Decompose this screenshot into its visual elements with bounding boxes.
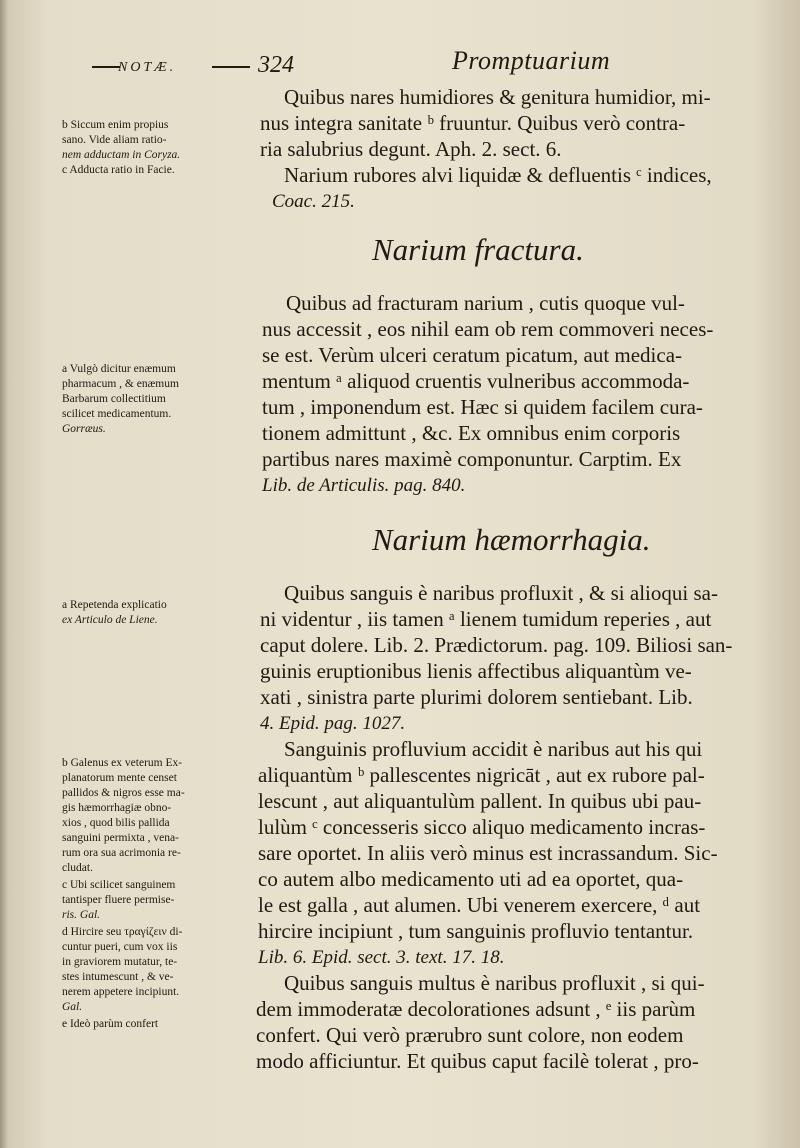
- margin-note: sano. Vide aliam ratio-: [62, 134, 167, 146]
- margin-note: rum ora sua acrimonia re-: [62, 847, 181, 859]
- margin-note: b Galenus ex veterum Ex-: [62, 757, 183, 769]
- margin-note: pallidos & nigros esse ma-: [62, 787, 185, 799]
- margin-note: Gal.: [62, 1001, 83, 1013]
- text-line: nus accessit , eos nihil eam ob rem commoveri neces-: [262, 317, 714, 341]
- margin-note: stes intumescunt , & ve-: [62, 971, 174, 983]
- margin-note: Barbarum collectitium: [62, 393, 166, 405]
- text-line: sare oportet. In aliis verò minus est incrassandum. Sic-: [258, 841, 718, 865]
- margin-note: ris. Gal.: [62, 909, 101, 921]
- text-line: Lib. de Articulis. pag. 840.: [262, 475, 466, 496]
- text-line: lescunt , aut aliquantulùm pallent. In quibus ubi pau-: [258, 789, 702, 813]
- text-line: lulùm ᶜ concesseris sicco aliquo medicamento incras-: [258, 815, 706, 839]
- text-line: tum , imponendum est. Hæc si quidem facilem cura-: [262, 395, 703, 419]
- margin-note: in graviorem mutatur, te-: [62, 956, 178, 968]
- margin-note: b Siccum enim propius: [62, 119, 169, 131]
- page-edge-shadow: [0, 0, 8, 1148]
- text-line: Coac. 215.: [272, 191, 355, 212]
- text-line: ria salubrius degunt. Aph. 2. sect. 6.: [260, 137, 562, 161]
- section-heading-fractura: Narium fractura.: [372, 232, 584, 267]
- text-line: tionem admittunt , &c. Ex omnibus enim corporis: [262, 421, 681, 445]
- text-line: Quibus sanguis multus è naribus profluxit , si qui-: [284, 971, 705, 995]
- margin-note: e Ideò parùm confert: [62, 1018, 159, 1030]
- margin-note: pharmacum , & enæmum: [62, 378, 179, 390]
- text-line: xati , sinistra parte plurimi dolorem sentiebant. Lib.: [260, 685, 693, 709]
- text-line: Sanguinis profluvium accidit è naribus aut his qui: [284, 737, 703, 761]
- text-line: dem immoderatæ decolorationes adsunt , ᵉ iis parùm: [256, 997, 696, 1021]
- text-line: 4. Epid. pag. 1027.: [260, 713, 406, 734]
- margin-note: c Ubi scilicet sanguinem: [62, 879, 176, 891]
- margin-note: planatorum mente censet: [62, 772, 177, 784]
- text-line: partibus nares maximè componuntur. Carptim. Ex: [262, 447, 682, 471]
- text-line: ni videntur , iis tamen ᵃ lienem tumidum reperies , aut: [260, 607, 712, 631]
- text-line: le est galla , aut alumen. Ubi venerem exercere, ᵈ aut: [258, 893, 701, 917]
- text-line: Lib. 6. Epid. sect. 3. text. 17. 18.: [258, 947, 505, 968]
- text-line: modo afficiuntur. Et quibus caput facilè tolerat , pro-: [256, 1049, 699, 1073]
- margin-note: ex Articulo de Liene.: [62, 614, 158, 626]
- margin-note: scilicet medicamentum.: [62, 408, 172, 420]
- margin-note: tantisper fluere permise-: [62, 894, 175, 906]
- running-head: Promptuarium: [452, 46, 611, 75]
- margin-note: cludat.: [62, 862, 93, 874]
- text-line: hircire incipiunt , tum sanguinis profluvio tentantur.: [258, 919, 694, 943]
- text-line: nus integra sanitate ᵇ fruuntur. Quibus verò contra-: [260, 111, 686, 135]
- section-heading-haemorrhagia: Narium hæmorrhagia.: [372, 522, 651, 557]
- header-rule-right: [212, 66, 250, 68]
- margin-note: a Repetenda explicatio: [62, 599, 167, 611]
- margin-note: nem adductam in Coryza.: [62, 149, 181, 161]
- text-line: Quibus ad fracturam narium , cutis quoque vul-: [286, 291, 685, 315]
- margin-note: Gorræus.: [62, 423, 106, 435]
- text-line: Narium rubores alvi liquidæ & defluentis ᶜ indices,: [284, 163, 712, 187]
- text-line: se est. Verùm ulceri ceratum picatum, aut medica-: [262, 343, 683, 367]
- margin-note: c Adducta ratio in Facie.: [62, 164, 175, 176]
- text-line: co autem albo medicamento uti ad ea oportet, qua-: [258, 867, 684, 891]
- margin-note: a Vulgò dicitur enæmum: [62, 363, 176, 375]
- text-line: Quibus sanguis è naribus profluxit , & si alioqui sa-: [284, 581, 718, 605]
- header-rule-left: [92, 66, 120, 68]
- text-line: caput dolere. Lib. 2. Prædictorum. pag. 109. Biliosi san-: [260, 633, 733, 657]
- text-line: guinis eruptionibus lienis affectibus aliquantùm ve-: [260, 659, 692, 683]
- text-line: aliquantùm ᵇ pallescentes nigricāt , aut ex rubore pal-: [258, 763, 705, 787]
- margin-note: nerem appetere incipiunt.: [62, 986, 180, 998]
- text-line: confert. Qui verò prærubro sunt colore, non eodem: [256, 1023, 684, 1047]
- text-line: mentum ᵃ aliquod cruentis vulneribus accommoda-: [262, 369, 690, 393]
- page-number: 324: [258, 52, 294, 78]
- text-line: Quibus nares humidiores & genitura humidior, mi-: [284, 85, 711, 109]
- margin-note: d Hircire seu τραγίζειν di-: [62, 926, 183, 938]
- margin-note: sanguini permixta , vena-: [62, 832, 179, 844]
- header-nota: NOTÆ.: [118, 60, 177, 75]
- margin-note: gis hæmorrhagiæ obno-: [62, 802, 172, 814]
- margin-note: xios , quod bilis pallida: [62, 817, 170, 829]
- margin-note: cuntur pueri, cum vox iis: [62, 941, 178, 953]
